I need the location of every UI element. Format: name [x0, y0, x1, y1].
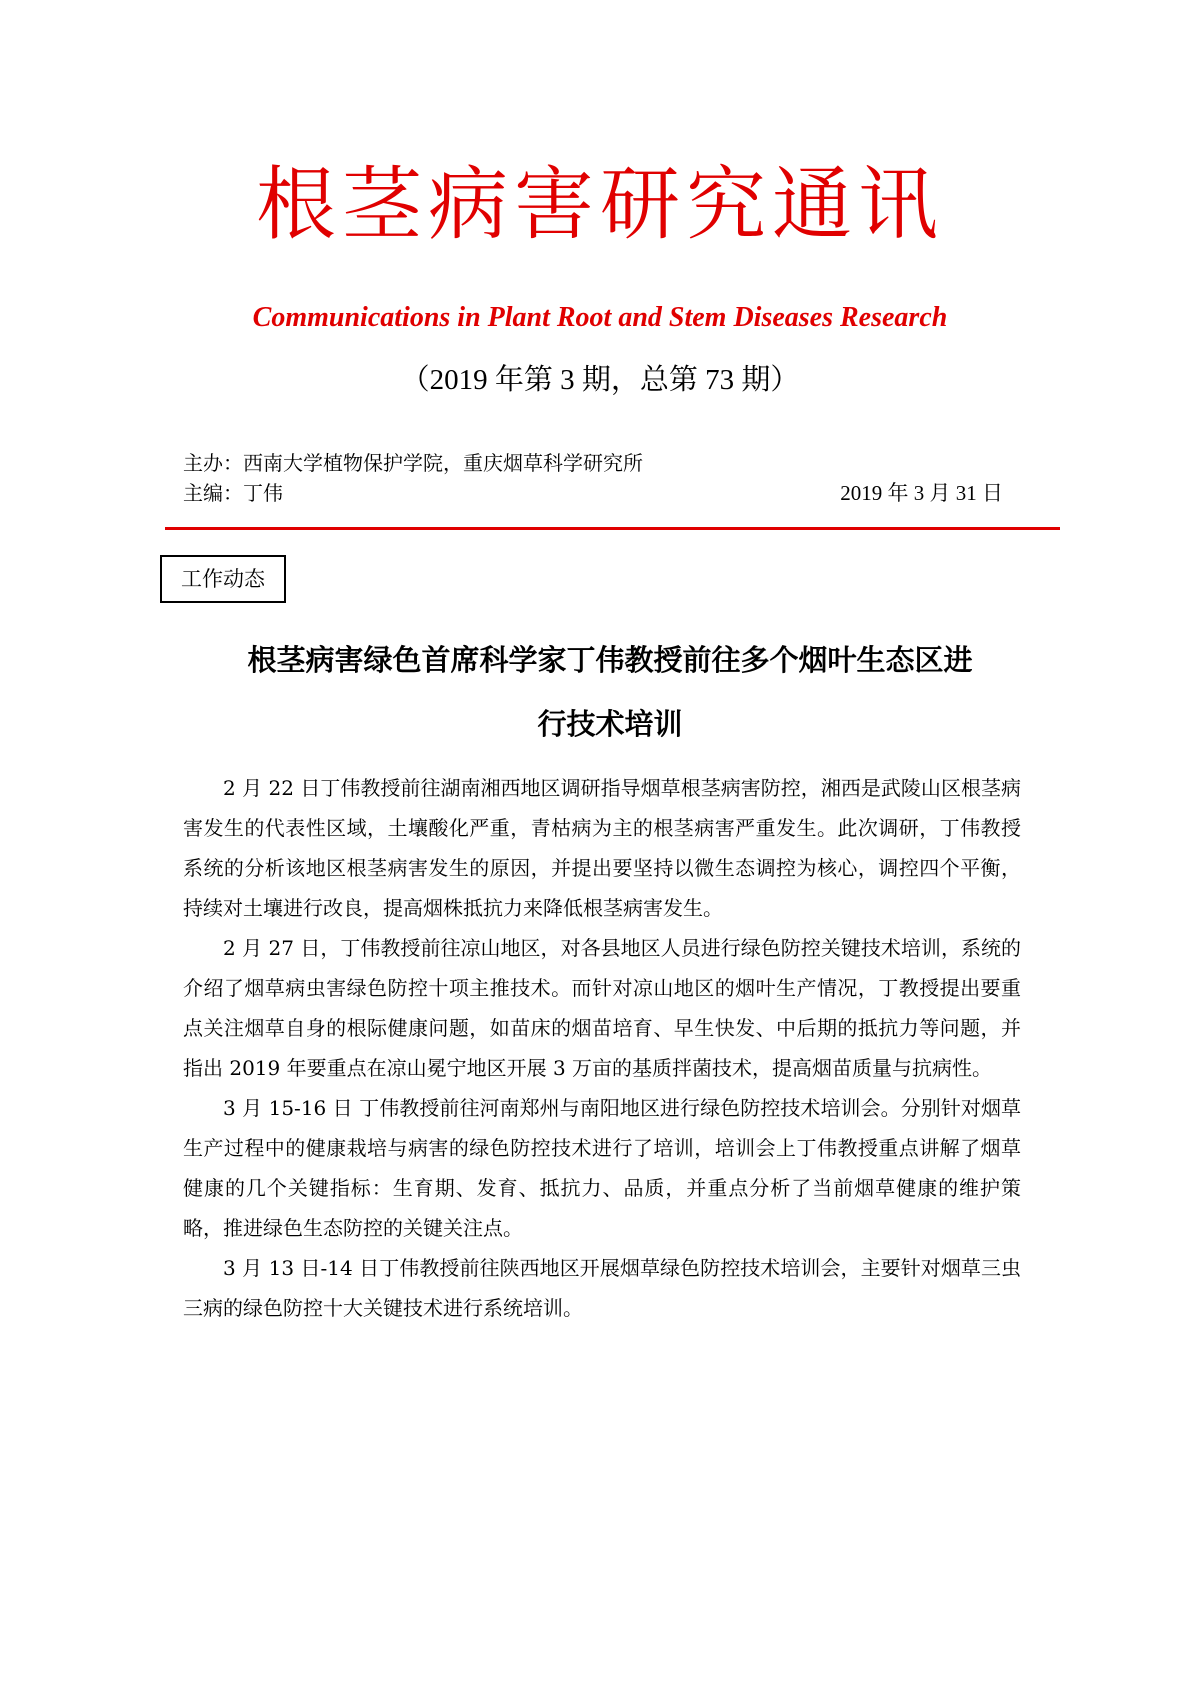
article-paragraph: 2 月 22 日丁伟教授前往湖南湘西地区调研指导烟草根茎病害防控，湘西是武陵山区根茎病害发生的代表性区域，土壤酸化严重，青枯病为主的根茎病害严重发生。此次调研，丁伟教授系统的分析该地区根茎病害发生的原因，并提出要坚持以微生态调控为核心，调控四个平衡，持续对土壤进行改良，提高烟株抵抗力来降低根茎病害发生。 [183, 776, 1021, 920]
editor-line [183, 478, 1003, 508]
issue-number: （2019 年第 3 期，总第 73 期） [400, 364, 800, 396]
editor-name: 主编：丁伟 [183, 481, 283, 505]
masthead-title-en: Communications in Plant Root and Stem Diseases Research [252, 302, 948, 333]
header-divider [165, 527, 1060, 530]
masthead-title-cn: 根茎病害研究通讯 [256, 158, 944, 251]
article-paragraph: 3 月 13 日-14 日丁伟教授前往陕西地区开展烟草绿色防控技术培训会，主要针对烟草三虫三病的绿色防控十大关键技术进行系统培训。 [183, 1256, 1021, 1320]
host-organizations: 主办：西南大学植物保护学院，重庆烟草科学研究所 [183, 451, 643, 475]
article-headline [180, 628, 1040, 756]
headline-line-2: 行技术培训 [537, 707, 683, 741]
article-paragraph: 2 月 27 日，丁伟教授前往凉山地区，对各县地区人员进行绿色防控关键技术培训，系统的介绍了烟草病虫害绿色防控十项主推技术。而针对凉山地区的烟叶生产情况，丁教授提出要重点关注烟草自身的根际健康问题，如苗床的烟苗培育、早生快发、中后期的抵抗力等问题，并指出 2019 年要重点在凉山冕宁地区开展 3 万亩的基质拌菌技术，提高烟苗质量与抗病性。 [183, 936, 1021, 1080]
article-body [183, 768, 1021, 1328]
section-label: 工作动态 [160, 555, 286, 603]
publication-date: 2019 年 3 月 31 日 [840, 481, 1003, 505]
headline-line-1: 根茎病害绿色首席科学家丁伟教授前往多个烟叶生态区进 [247, 643, 973, 677]
article-paragraph: 3 月 15-16 日 丁伟教授前往河南郑州与南阳地区进行绿色防控技术培训会。分别针对烟草生产过程中的健康栽培与病害的绿色防控技术进行了培训，培训会上丁伟教授重点讲解了烟草健康的几个关键指标：生育期、发育、抵抗力、品质，并重点分析了当前烟草健康的维护策略，推进绿色生态防控的关键关注点。 [183, 1096, 1021, 1240]
